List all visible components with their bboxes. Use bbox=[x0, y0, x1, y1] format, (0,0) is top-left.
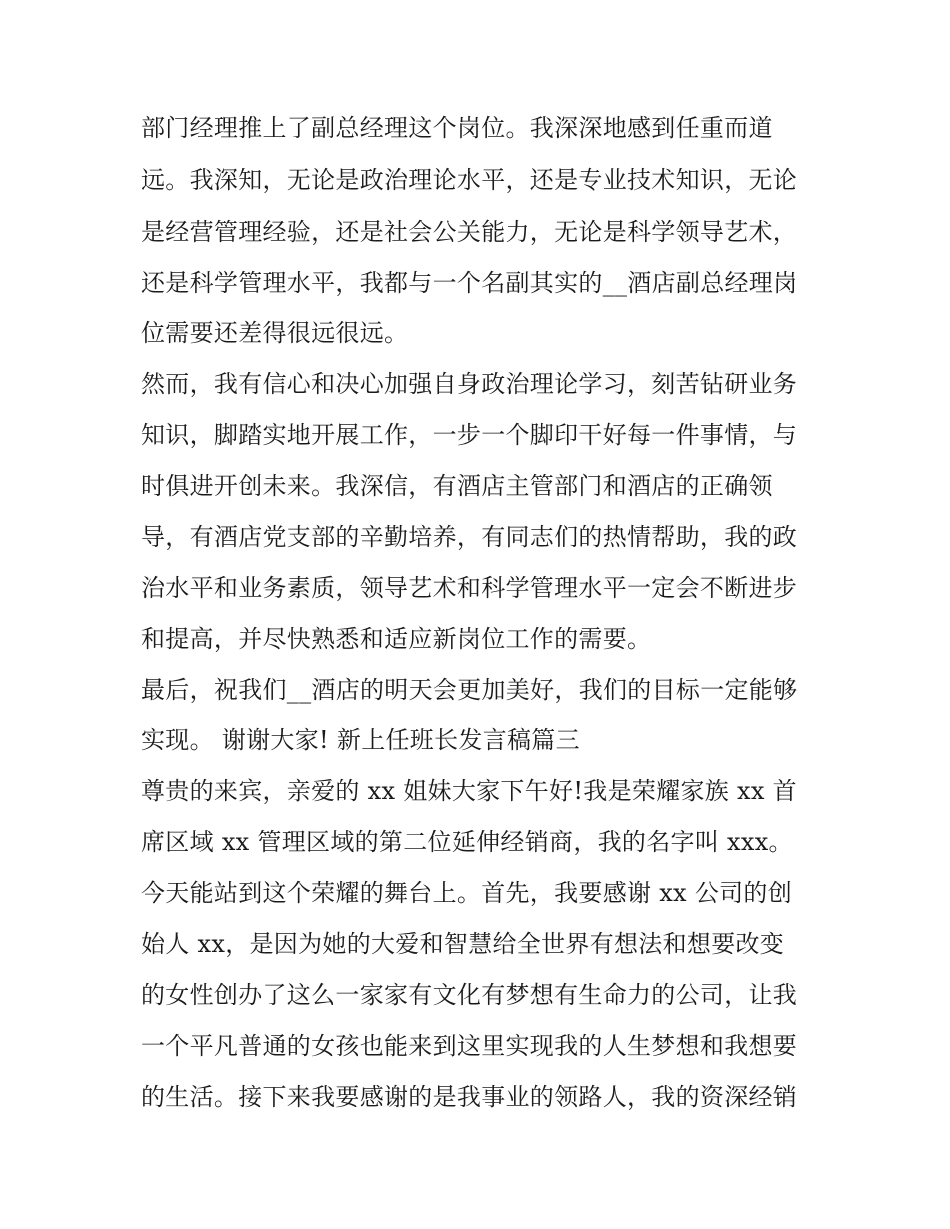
text-line: 和提高，并尽快熟悉和适应新岗位工作的需要。 bbox=[141, 625, 652, 653]
text-line: 部门经理推上了副总经理这个岗位。我深深地感到任重而道 bbox=[141, 114, 773, 142]
text-line: 的生活。接下来我要感谢的是我事业的领路人，我的资深经销 bbox=[141, 1083, 798, 1111]
text-line: 时俱进开创未来。我深信，有酒店主管部门和酒店的正确领 bbox=[141, 472, 773, 500]
text-line: 治水平和业务素质，领导艺术和科学管理水平一定会不断进步 bbox=[141, 574, 798, 602]
text-line: 一个平凡普通的女孩也能来到这里实现我的人生梦想和我想要 bbox=[141, 1032, 798, 1060]
text-line: 始人 xx，是因为她的大爱和智慧给全世界有想法和想要改变 bbox=[141, 930, 785, 958]
text-line: 尊贵的来宾，亲爱的 xx 姐妹大家下午好!我是荣耀家族 xx 首 bbox=[141, 777, 797, 805]
text-line: 知识，脚踏实地开展工作，一步一个脚印干好每一件事情，与 bbox=[141, 421, 798, 449]
text-line: 然而，我有信心和决心加强自身政治理论学习，刻苦钻研业务 bbox=[141, 370, 798, 398]
text-line: 还是科学管理水平，我都与一个名副其实的__酒店副总经理岗 bbox=[141, 269, 798, 297]
text-line: 远。我深知，无论是政治理论水平，还是专业技术知识，无论 bbox=[141, 166, 798, 194]
text-line: 的女性创办了这么一家家有文化有梦想有生命力的公司，让我 bbox=[141, 981, 798, 1009]
text-line: 席区域 xx 管理区域的第二位延伸经销商，我的名字叫 xxx。 bbox=[141, 828, 793, 856]
text-line: 今天能站到这个荣耀的舞台上。首先，我要感谢 xx 公司的创 bbox=[141, 879, 793, 907]
text-line: 最后，祝我们__酒店的明天会更加美好，我们的目标一定能够 bbox=[141, 676, 798, 704]
text-line: 实现。 谢谢大家! 新上任班长发言稿篇三 bbox=[141, 726, 580, 754]
text-line: 位需要还差得很远很远。 bbox=[141, 319, 409, 347]
text-line: 导，有酒店党支部的辛勤培养，有同志们的热情帮助，我的政 bbox=[141, 523, 798, 551]
text-line: 是经营管理经验，还是社会公关能力，无论是科学领导艺术， bbox=[141, 218, 798, 246]
